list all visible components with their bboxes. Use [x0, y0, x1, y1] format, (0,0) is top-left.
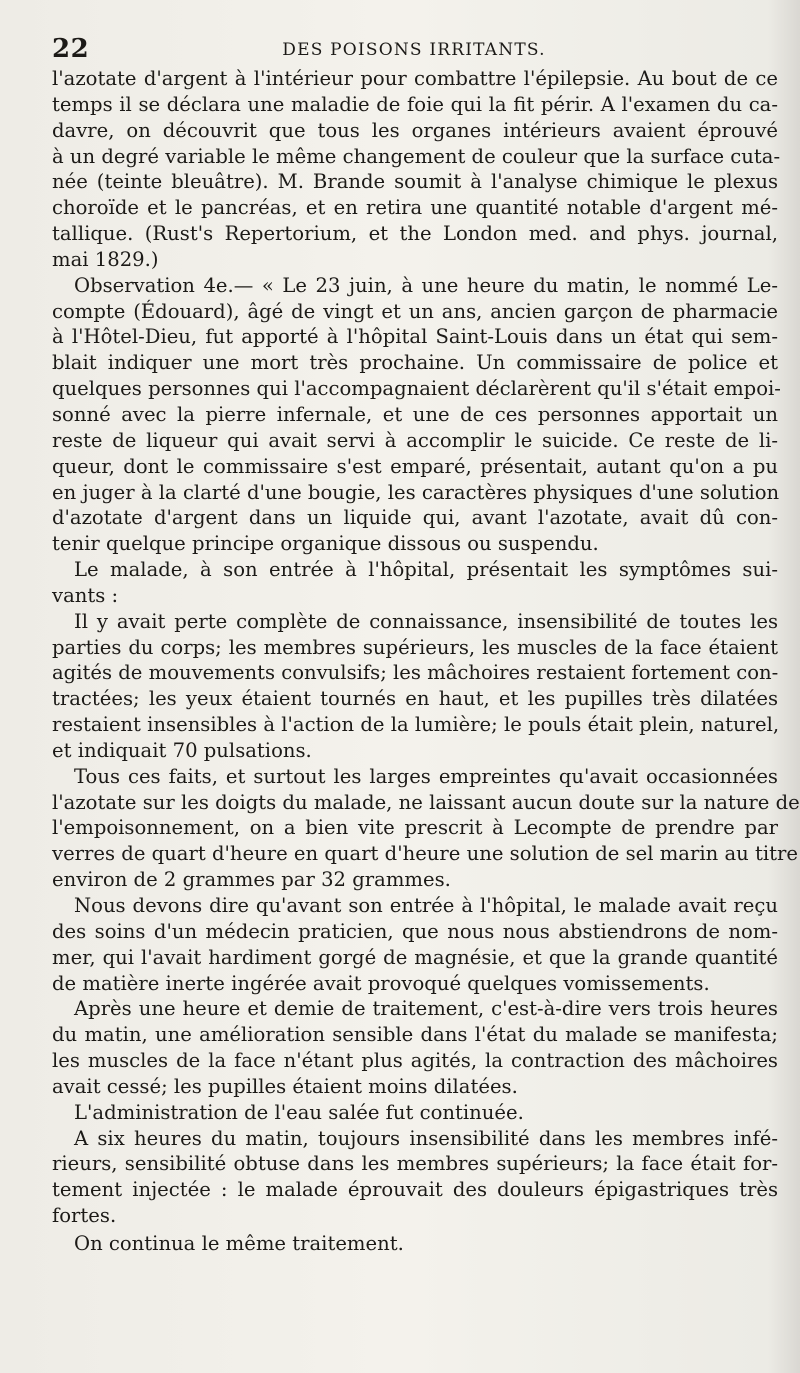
observation-heading-line: Observation 4e.— « Le 23 juin, à une heure du matin, le nommé Le- [74, 273, 778, 297]
text-line: agités de mouvements convulsifs; les mâchoires restaient fortement con- [52, 661, 779, 685]
text-line: parties du corps; les membres supérieurs, les muscles de la face étaient [52, 635, 778, 659]
text-line: d'azotate d'argent dans un liquide qui, avant l'azotate, avait dû con- [52, 506, 778, 530]
text-line: fortes. [52, 1204, 117, 1228]
text-line: tenir quelque principe organique dissous ou suspendu. [52, 532, 599, 556]
text-line: de matière inerte ingérée avait provoqué quelques vomissements. [52, 971, 710, 995]
page-number: 22 [52, 34, 90, 64]
running-title: DES POISONS IRRITANTS. [282, 40, 546, 60]
text-line: les muscles de la face n'étant plus agités, la contraction des mâchoires [52, 1049, 778, 1073]
text-line: Nous devons dire qu'avant son entrée à l'hôpital, le malade avait reçu [74, 894, 778, 917]
text-line: du matin, une amélioration sensible dans l'état du malade se manifesta; [52, 1023, 778, 1047]
body-text [52, 66, 800, 1257]
text-line: blait indiquer une mort très prochaine. Un commissaire de police et [52, 351, 778, 375]
text-line: A six heures du matin, toujours insensibilité dans les membres infé- [74, 1126, 778, 1150]
text-line: Tous ces faits, et surtout les larges empreintes qu'avait occasionnées [74, 764, 778, 788]
text-line: mai 1829.) [52, 247, 159, 271]
text-line: choroïde et le pancréas, et en retira une quantité notable d'argent mé- [52, 196, 778, 220]
page-header [52, 34, 776, 64]
text-line: davre, on découvrit que tous les organes intérieurs avaient éprouvé [52, 118, 778, 142]
text-line: à l'Hôtel-Dieu, fut apporté à l'hôpital Saint-Louis dans un état qui sem- [52, 325, 778, 349]
text-line: avait cessé; les pupilles étaient moins dilatées. [52, 1074, 518, 1098]
text-line: des soins d'un médecin praticien, que nous nous abstiendrons de nom- [52, 919, 778, 943]
text-line: sonné avec la pierre infernale, et une de ces personnes apportait un [52, 402, 778, 426]
text-line: temps il se déclara une maladie de foie qui la fit périr. A l'examen du ca- [52, 92, 778, 116]
text-line: à un degré variable le même changement de couleur que la surface cuta- [52, 144, 781, 168]
text-line: tement injectée : le malade éprouvait des douleurs épigastriques très [52, 1178, 778, 1202]
text-line: verres de quart d'heure en quart d'heure une solution de sel marin au titre [52, 842, 798, 866]
text-line: vants : [52, 583, 119, 607]
text-line: compte (Édouard), âgé de vingt et un ans, ancien garçon de pharmacie [52, 299, 778, 323]
text-line: reste de liqueur qui avait servi à accomplir le suicide. Ce reste de li- [52, 428, 778, 452]
text-line: l'azotate d'argent à l'intérieur pour combattre l'épilepsie. Au bout de ce [52, 67, 778, 90]
text-line: en juger à la clarté d'une bougie, les caractères physiques d'une solution [52, 480, 780, 504]
text-line: Le malade, à son entrée à l'hôpital, présentait les symptômes sui- [74, 558, 778, 582]
text-line: queur, dont le commissaire s'est emparé, présentait, autant qu'on a pu [52, 454, 778, 478]
text-line: restaient insensibles à l'action de la lumière; le pouls était plein, naturel, [52, 713, 780, 737]
text-line: mer, qui l'avait hardiment gorgé de magnésie, et que la grande quantité [52, 945, 778, 969]
text-line: et indiquait 70 pulsations. [52, 738, 312, 762]
text-line: quelques personnes qui l'accompagnaient déclarèrent qu'il s'était empoi- [52, 377, 781, 401]
text-line: tallique. (Rust's Repertorium, et the London med. and phys. journal, [52, 222, 778, 246]
text-line: Il y avait perte complète de connaissance, insensibilité de toutes les [74, 609, 778, 633]
text-line: l'empoisonnement, on a bien vite prescrit à Lecompte de prendre par [52, 816, 778, 840]
text-line: rieurs, sensibilité obtuse dans les membres supérieurs; la face était for- [52, 1152, 778, 1176]
text-line: L'administration de l'eau salée fut continuée. [74, 1100, 524, 1124]
text-line: l'azotate sur les doigts du malade, ne laissant aucun doute sur la nature de [52, 790, 800, 814]
text-line: née (teinte bleuâtre). M. Brande soumit à l'analyse chimique le plexus [52, 170, 778, 194]
text-line: environ de 2 grammes par 32 grammes. [52, 868, 451, 892]
text-line: Après une heure et demie de traitement, c'est-à-dire vers trois heures [74, 997, 778, 1021]
text-line: tractées; les yeux étaient tournés en haut, et les pupilles très dilatées [52, 687, 778, 711]
text-line: On continua le même traitement. [74, 1231, 404, 1255]
